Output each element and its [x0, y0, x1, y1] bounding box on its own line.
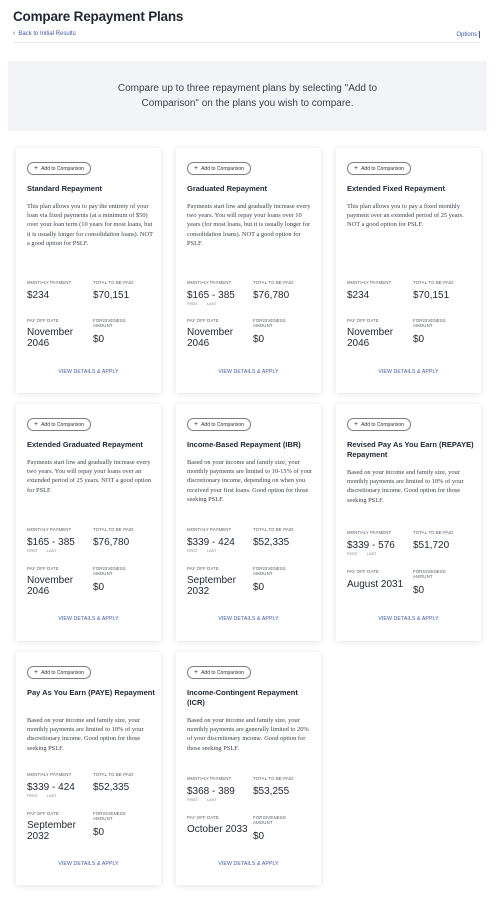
monthly-payment-value: $368 - 389: [187, 786, 235, 797]
monthly-payment-value: $165 - 385: [187, 290, 235, 301]
forgiveness-value: $0: [253, 582, 265, 593]
plan-description: This plan allows you to pay a fixed monthly payment over an extended period of 25 years. NOT a good option for PSLF.: [347, 203, 464, 229]
monthly-payment-label: MONTHLY PAYMENT: [27, 772, 72, 777]
forgiveness-value: $0: [413, 334, 425, 345]
total-paid-label: TOTAL TO BE PAID: [93, 772, 134, 777]
plan-title: Income-Based Repayment (IBR): [187, 440, 301, 449]
plan-card-repaye: [336, 404, 481, 641]
forgiveness-value: $0: [253, 334, 265, 345]
payoff-date-label: PAY OFF DATE: [27, 566, 59, 571]
back-to-results-link[interactable]: [13, 31, 76, 37]
monthly-payment-label: MONTHLY PAYMENT: [347, 530, 392, 535]
forgiveness-label: FORGIVENESS AMOUNT: [93, 566, 126, 577]
total-paid-value: $52,335: [253, 537, 290, 548]
total-paid-label: TOTAL TO BE PAID: [253, 280, 294, 285]
plan-title: Income-Contingent Repayment (ICR): [187, 688, 298, 707]
forgiveness-label: FORGIVENESS AMOUNT: [253, 566, 286, 577]
forgiveness-value: $0: [253, 831, 265, 842]
view-details-apply-link[interactable]: VIEW DETAILS & APPLY: [58, 861, 119, 867]
first-label: FIRST: [27, 794, 38, 798]
view-details-apply-link[interactable]: VIEW DETAILS & APPLY: [58, 369, 119, 375]
view-details-apply-link[interactable]: VIEW DETAILS & APPLY: [378, 369, 439, 375]
chevron-left-icon: ‹: [13, 30, 16, 37]
plan-card-ibr: [176, 404, 321, 641]
total-paid-label: TOTAL TO BE PAID: [253, 776, 294, 781]
add-to-comparison-button[interactable]: [347, 418, 411, 431]
payoff-date-label: PAY OFF DATE: [347, 318, 379, 323]
plan-card-extended-fixed: [336, 148, 481, 393]
options-label: Options: [456, 31, 477, 38]
plan-title: Pay As You Earn (PAYE) Repayment: [27, 688, 155, 697]
page-title: Compare Repayment Plans: [13, 9, 184, 24]
add-to-comparison-button[interactable]: [187, 666, 251, 679]
payoff-date-label: PAY OFF DATE: [347, 569, 379, 574]
forgiveness-label: FORGIVENESS AMOUNT: [93, 318, 126, 329]
plan-description: Based on your income and family size, your monthly payments are limited to 10-15% of your discretionary income, depending on when you received your first loans. Good option for those seeking PSLF.: [187, 459, 313, 503]
monthly-payment-value: $339 - 576: [347, 540, 395, 551]
forgiveness-label: FORGIVENESS AMOUNT: [253, 318, 286, 329]
forgiveness-label: FORGIVENESS AMOUNT: [93, 811, 126, 822]
header-divider: [13, 42, 480, 43]
payoff-date-value: November 2046: [27, 575, 74, 597]
add-to-comparison-button[interactable]: [27, 666, 91, 679]
payoff-date-value: November 2046: [347, 327, 394, 349]
payoff-date-label: PAY OFF DATE: [187, 815, 219, 820]
payoff-date-label: PAY OFF DATE: [27, 811, 59, 816]
plan-card-paye: [16, 652, 161, 885]
last-label: LAST: [207, 302, 217, 306]
monthly-payment-value: $339 - 424: [27, 782, 75, 793]
forgiveness-value: $0: [413, 585, 425, 596]
add-label: Add to Comparison: [361, 165, 404, 172]
monthly-payment-label: MONTHLY PAYMENT: [187, 527, 232, 532]
payoff-date-value: September 2032: [27, 820, 76, 842]
back-link-label: Back to Initial Results: [18, 31, 76, 37]
total-paid-value: $52,335: [93, 782, 130, 793]
plan-description: Payments start low and gradually increase every two years. You will repay your loans over 10 years (for most loans, but it is usually longer for consolidation loans). NOT a good option for PSLF.: [187, 203, 311, 247]
monthly-payment-label: MONTHLY PAYMENT: [187, 280, 232, 285]
plan-card-standard: [16, 148, 161, 393]
total-paid-value: $76,780: [93, 537, 130, 548]
plan-title: Extended Fixed Repayment: [347, 184, 445, 193]
plus-icon: +: [34, 669, 39, 676]
compare-banner: [8, 61, 487, 131]
forgiveness-value: $0: [93, 827, 105, 838]
banner-text: Compare up to three repayment plans by selecting "Add to Comparison" on the plans you wish to compare.: [117, 83, 378, 109]
view-details-apply-link[interactable]: VIEW DETAILS & APPLY: [58, 616, 119, 622]
plus-icon: +: [194, 421, 199, 428]
plus-icon: +: [354, 421, 359, 428]
add-label: Add to Comparison: [201, 669, 244, 676]
forgiveness-label: FORGIVENESS AMOUNT: [413, 318, 446, 329]
plan-card-icr: [176, 652, 321, 885]
plus-icon: +: [34, 165, 39, 172]
plus-icon: +: [354, 165, 359, 172]
add-label: Add to Comparison: [201, 421, 244, 428]
payoff-date-value: November 2046: [187, 327, 234, 349]
plan-card-extended-graduated: [16, 404, 161, 641]
add-label: Add to Comparison: [41, 165, 84, 172]
last-label: LAST: [367, 552, 377, 556]
plus-icon: +: [194, 669, 199, 676]
plan-card-graduated: [176, 148, 321, 393]
plan-title: Revised Pay As You Earn (REPAYE) Repayment: [347, 440, 474, 459]
payoff-date-label: PAY OFF DATE: [27, 318, 59, 323]
last-label: LAST: [47, 549, 57, 553]
plus-icon: +: [194, 165, 199, 172]
first-label: FIRST: [27, 549, 38, 553]
payoff-date-value: September 2032: [187, 575, 236, 597]
forgiveness-value: $0: [93, 582, 105, 593]
total-paid-value: $70,151: [93, 290, 130, 301]
plan-description: Based on your income and family size, your monthly payments are generally limited to 20% of your discretionary income. Good option for those seeking PSLF.: [187, 717, 309, 752]
first-label: FIRST: [187, 302, 198, 306]
add-to-comparison-button[interactable]: [27, 162, 91, 175]
plus-icon: +: [34, 421, 39, 428]
add-label: Add to Comparison: [41, 669, 84, 676]
last-label: LAST: [207, 798, 217, 802]
monthly-payment-value: $234: [347, 290, 370, 301]
total-paid-value: $51,720: [413, 540, 450, 551]
add-to-comparison-button[interactable]: [187, 162, 251, 175]
total-paid-label: TOTAL TO BE PAID: [253, 527, 294, 532]
first-label: FIRST: [187, 798, 198, 802]
add-label: Add to Comparison: [41, 421, 84, 428]
add-to-comparison-button[interactable]: [347, 162, 411, 175]
add-to-comparison-button[interactable]: [27, 418, 91, 431]
last-label: LAST: [47, 794, 57, 798]
plan-description: Based on your income and family size, your monthly payments are limited to 10% of your discretionary income. Good option for those seeking PSLF.: [27, 717, 144, 752]
total-paid-label: TOTAL TO BE PAID: [413, 530, 454, 535]
payoff-date-value: August 2031: [347, 579, 404, 590]
total-paid-label: TOTAL TO BE PAID: [93, 527, 134, 532]
view-details-apply-link[interactable]: VIEW DETAILS & APPLY: [378, 616, 439, 622]
plan-description: Based on your income and family size, your monthly payments are limited to 10% of your discretionary income. Good option for those seeking PSLF.: [347, 469, 464, 504]
forgiveness-label: FORGIVENESS AMOUNT: [413, 569, 446, 580]
monthly-payment-label: MONTHLY PAYMENT: [27, 527, 72, 532]
monthly-payment-value: $339 - 424: [187, 537, 235, 548]
total-paid-label: TOTAL TO BE PAID: [413, 280, 454, 285]
payoff-date-value: October 2033: [187, 824, 248, 835]
monthly-payment-label: MONTHLY PAYMENT: [347, 280, 392, 285]
add-label: Add to Comparison: [361, 421, 404, 428]
plan-title: Extended Graduated Repayment: [27, 440, 143, 449]
last-label: LAST: [207, 549, 217, 553]
view-details-apply-link[interactable]: VIEW DETAILS & APPLY: [218, 861, 279, 867]
monthly-payment-label: MONTHLY PAYMENT: [27, 280, 72, 285]
add-label: Add to Comparison: [201, 165, 244, 172]
first-label: FIRST: [347, 552, 358, 556]
total-paid-value: $76,780: [253, 290, 290, 301]
total-paid-label: TOTAL TO BE PAID: [93, 280, 134, 285]
monthly-payment-value: $165 - 385: [27, 537, 75, 548]
plan-description: Payments start low and gradually increase every two years. You will repay your loans over an extended period of 25 years. NOT a good option for PSLF.: [27, 459, 151, 494]
view-details-apply-link[interactable]: VIEW DETAILS & APPLY: [218, 369, 279, 375]
options-link[interactable]: [456, 31, 480, 38]
plan-title: Graduated Repayment: [187, 184, 268, 193]
first-label: FIRST: [187, 549, 198, 553]
plan-title: Standard Repayment: [27, 184, 103, 193]
view-details-apply-link[interactable]: VIEW DETAILS & APPLY: [218, 616, 279, 622]
monthly-payment-label: MONTHLY PAYMENT: [187, 776, 232, 781]
forgiveness-label: FORGIVENESS AMOUNT: [253, 815, 286, 826]
payoff-date-value: November 2046: [27, 327, 74, 349]
add-to-comparison-button[interactable]: [187, 418, 251, 431]
options-bar-icon: [479, 31, 480, 38]
forgiveness-value: $0: [93, 334, 105, 345]
payoff-date-label: PAY OFF DATE: [187, 318, 219, 323]
monthly-payment-value: $234: [27, 290, 50, 301]
total-paid-value: $53,255: [253, 786, 290, 797]
payoff-date-label: PAY OFF DATE: [187, 566, 219, 571]
plan-description: This plan allows you to pay the entirety of your loan via fixed payments (at a minimum of $50) over your loan term (10 years for most loans, but it is usually longer for consolidation loans). NOT a good option for PSLF.: [27, 203, 153, 247]
total-paid-value: $70,151: [413, 290, 450, 301]
